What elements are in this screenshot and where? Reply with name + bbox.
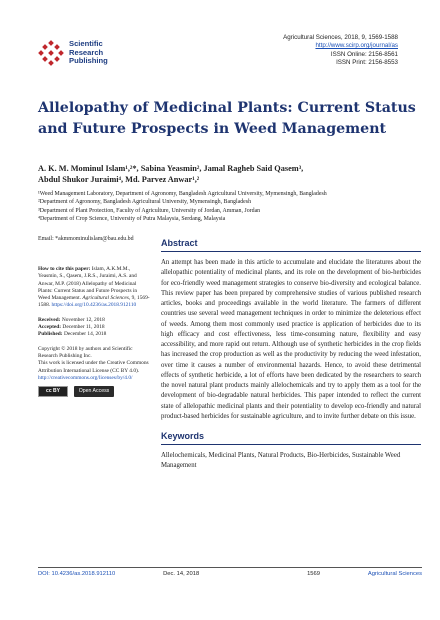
article-title-line2: and Future Prospects in Weed Management [38, 121, 387, 137]
license-block [38, 346, 150, 397]
affiliation-item: ²Department of Agronomy, Bangladesh Agricultural University, Mymensingh, Bangladesh [38, 199, 252, 206]
accepted-date: December 11, 2018 [62, 324, 105, 331]
keywords-heading: Keywords [161, 431, 421, 445]
journal-url-link[interactable]: http://www.scirp.org/journal/as [315, 42, 398, 50]
open-access-badge: Open Access [74, 386, 114, 397]
abstract-text: An attempt has been made in this article to accumulate and elucidate the literatures about the allelopathic potentiality of medicinal plants, and its role on the development of bio-herbicides for eco-friendly weed management strategies to conserve bio-diversity and ecological balance. This review paper has been prepared by comprehensive studies of various published research articles, books and proceedings available in the world literature. The farmers of different countries use several weed management techniques in order to minimize the deleterious effect of weeds. Among them most commonly used practice is application of herbicides due to its high efficacy and cost effectiveness, less time-consuming nature, flexibility and easy accessibility, and more rapid out return. Although use of synthetic herbicides in the crop fields has increased the crop production as well as the productivity by reducing the weed infestation, over time it causes a number of environmental hazards. Hence, to avoid these detrimental effects of synthetic herbicide, a lot of efforts have been dedicated by the researchers to search the novel natural plant products mainly allelochemicals and try to apply them as a tool for the development of bio-degradable natural herbicides. This paper intended to reflect the current state of allelopathic medicinal plants and their potentiality to develop eco-friendly and natural product-based herbicides for sustainable agriculture, and to invite further debate on this issue. [161, 259, 421, 420]
journal-citation: Agricultural Sciences, 2018, 9, 1569-1588 [283, 34, 398, 41]
cite-text: Islam, A.K.M.M., Yeasmin, S., Qasem, J.R.S., Juraimi, A.S. and Anwar, M.P. (2018) Allelopathy of Medicinal Plants: Current Status and Future Prospects in Weed Management. [38, 266, 138, 302]
author-list [38, 164, 418, 185]
footer-date: Dec. 14, 2018 [163, 571, 200, 577]
published-date: December 14, 2018 [63, 331, 107, 338]
cite-doi-link[interactable]: https://doi.org/10.4236/as.2018.912110 [51, 302, 137, 309]
publisher-name [69, 40, 108, 65]
received-date: November 12, 2018 [61, 316, 105, 323]
affiliation-item: ¹Weed Management Laboratory, Department of Agronomy, Bangladesh Agricultural University, Mymensingh, Bangladesh [38, 191, 327, 197]
cc-by-icon[interactable]: cc BY [38, 386, 68, 397]
page-footer [38, 567, 422, 577]
cite-volume: , 9, 1569-1588. [38, 295, 150, 309]
publisher-name-line2: Research [69, 47, 104, 57]
license-url-link[interactable]: http://creativecommons.org/licenses/by/4.0/ [38, 374, 133, 381]
dates-block [38, 317, 150, 339]
journal-info [283, 34, 398, 68]
publisher-name-line1: Scientific [69, 39, 103, 49]
copyright-text: Copyright © 2018 by authors and Scientific Research Publishing Inc. [38, 345, 133, 359]
issn-online: ISSN Online: 2156-8561 [330, 50, 398, 58]
publisher-name-line3: Publishing [69, 56, 108, 66]
cite-journal: Agricultural Sciences [82, 295, 129, 302]
author-line2: Abdul Shukor Juraimi⁴, Md. Parvez Anwar¹,² [38, 174, 200, 184]
footer-journal: Agricultural Sciences [367, 571, 422, 577]
issn-print: ISSN Print: 2156-8553 [336, 59, 398, 67]
received-label: Received: [38, 316, 61, 323]
affiliation-list [38, 190, 418, 223]
affiliation-item: ⁴Department of Crop Science, University of Putra Malaysia, Serdang, Malaysia [38, 215, 226, 222]
accepted-label: Accepted: [38, 324, 62, 331]
corresponding-email: Email: *akmmominulislam@bau.edu.bd [38, 236, 134, 242]
page-number: 1569 [307, 571, 320, 577]
article-main [161, 238, 421, 470]
cite-label: How to cite this paper: [38, 266, 91, 272]
article-sidebar [38, 266, 150, 397]
footer-doi[interactable]: DOI: 10.4236/as.2018.912110 [38, 571, 116, 577]
citation-block [38, 266, 150, 310]
publisher-logo [38, 36, 178, 70]
license-text: This work is licensed under the Creative Commons Attribution International License (CC BY 4.0). [38, 360, 149, 374]
keywords-text: Allelochemicals, Medicinal Plants, Natural Products, Bio-Herbicides, Sustainable Weed Management [161, 452, 401, 469]
scirp-logo-icon [38, 40, 64, 66]
author-line1: A. K. M. Mominul Islam¹,²*, Sabina Yeasmin², Jamal Ragheb Said Qasem³, [38, 164, 304, 173]
article-title [38, 98, 418, 140]
abstract-heading: Abstract [161, 238, 421, 252]
article-title-line1: Allelopathy of Medicinal Plants: Current Status [38, 100, 416, 116]
affiliation-item: ³Department of Plant Protection, Faculty of Agriculture, University of Jordan, Amman, Jordan [38, 207, 261, 214]
published-label: Published: [38, 331, 63, 338]
